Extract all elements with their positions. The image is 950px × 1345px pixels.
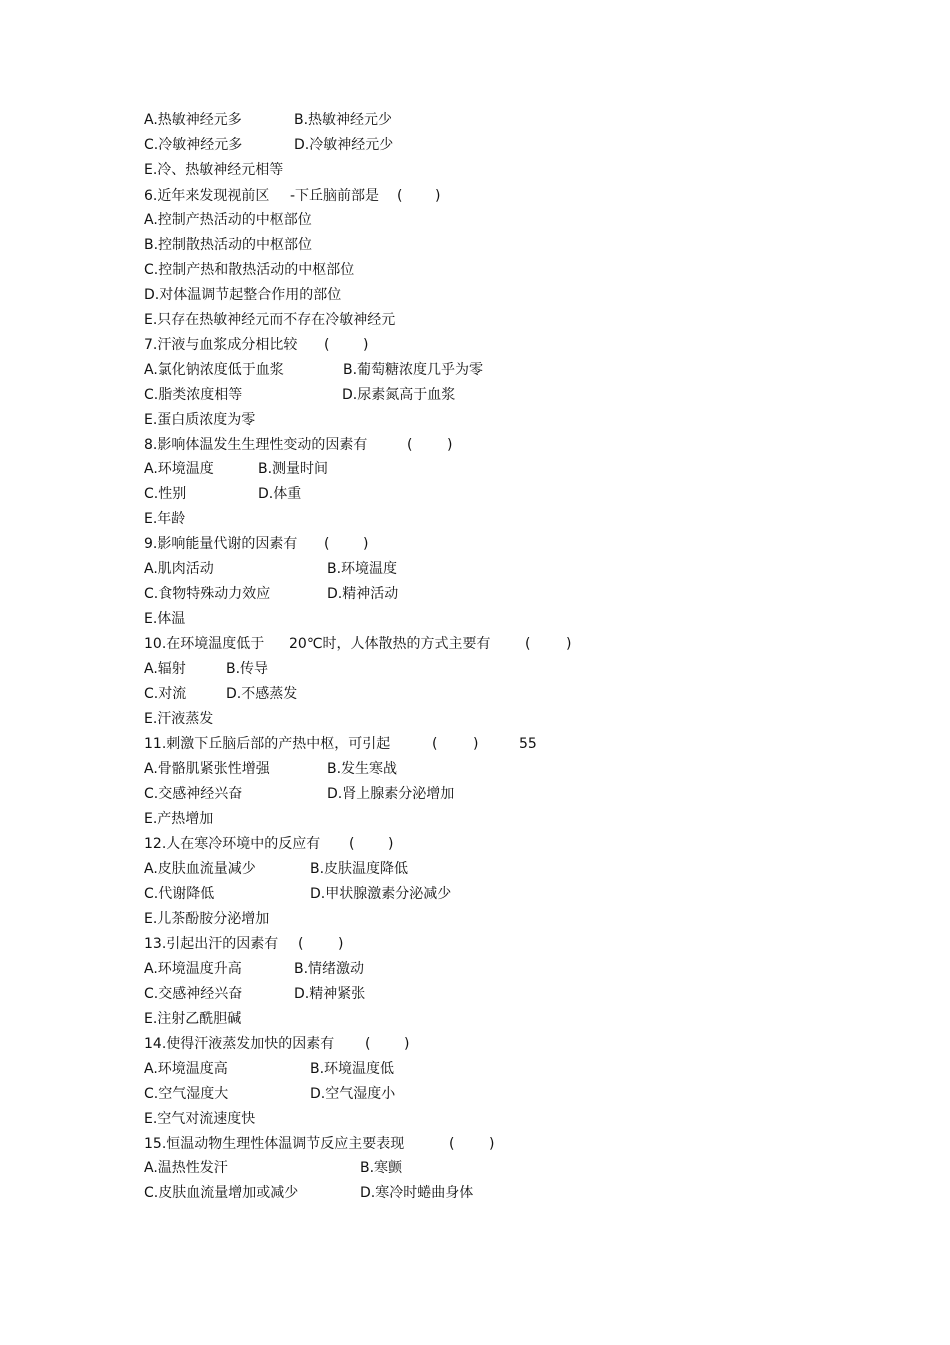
text-line [0,633,950,655]
text-segment: B.情绪激动 [294,961,365,977]
text-segment: D.寒冷时蜷曲身体 [360,1185,474,1201]
text-line [0,683,950,705]
text-segment: ( [407,437,413,453]
text-line [0,1008,950,1030]
text-line [0,883,950,905]
text-segment: D.对体温调节起整合作用的部位 [144,287,342,303]
text-segment: E.儿茶酚胺分泌增加 [144,911,270,927]
text-line [0,1033,950,1055]
text-segment: ) [566,636,572,652]
text-segment: ) [435,188,441,204]
text-segment: A.环境温度 [144,461,214,477]
text-segment: 8.影响体温发生生理性变动的因素有 [144,437,368,453]
text-segment: A.氯化钠浓度低于血浆 [144,362,284,378]
text-line [0,109,950,131]
text-segment: D.空气湿度小 [310,1086,396,1102]
text-segment: E.蛋白质浓度为零 [144,412,256,428]
text-segment: C.交感神经兴奋 [144,986,243,1002]
text-line [0,359,950,381]
text-segment: ) [473,736,479,752]
text-segment: D.体重 [258,486,302,502]
text-line [0,833,950,855]
text-segment: ) [363,337,369,353]
text-segment: E.汗液蒸发 [144,711,214,727]
text-segment: 15.恒温动物生理性体温调节反应主要表现 [144,1136,405,1152]
text-segment: D.精神活动 [327,586,399,602]
text-segment: ( [525,636,531,652]
text-line [0,1133,950,1155]
text-line [0,783,950,805]
text-line [0,658,950,680]
text-line [0,159,950,181]
text-segment: C.空气湿度大 [144,1086,229,1102]
text-segment: B.发生寒战 [327,761,398,777]
text-segment: C.代谢降低 [144,886,215,902]
text-line [0,334,950,356]
text-line [0,558,950,580]
text-line [0,483,950,505]
text-segment: E.体温 [144,611,186,627]
text-line [0,708,950,730]
text-line [0,309,950,331]
text-segment: C.交感神经兴奋 [144,786,243,802]
text-segment: 13.引起出汗的因素有 [144,936,279,952]
text-segment: 12.人在寒冷环境中的反应有 [144,836,321,852]
text-segment: ) [338,936,344,952]
text-segment: B.葡萄糖浓度几乎为零 [343,362,484,378]
text-line [0,234,950,256]
text-segment: 14.使得汗液蒸发加快的因素有 [144,1036,335,1052]
text-line [0,409,950,431]
text-segment: C.食物特殊动力效应 [144,586,271,602]
text-line [0,758,950,780]
text-line [0,583,950,605]
text-line [0,933,950,955]
text-segment: D.甲状腺激素分泌减少 [310,886,452,902]
text-segment: A.肌肉活动 [144,561,214,577]
text-line [0,958,950,980]
text-segment: B.控制散热活动的中枢部位 [144,237,313,253]
text-line [0,1182,950,1204]
text-segment: C.对流 [144,686,187,702]
text-segment: B.环境温度 [327,561,398,577]
text-line [0,209,950,231]
text-segment: -下丘脑前部是 [290,188,380,204]
text-segment: E.产热增加 [144,811,214,827]
text-segment: E.年龄 [144,511,186,527]
text-segment: 10.在环境温度低于 [144,636,265,652]
text-segment: ( [432,736,438,752]
text-segment: C.性别 [144,486,187,502]
text-line [0,458,950,480]
text-segment: 11.刺激下丘脑后部的产热中枢，可引起 [144,736,391,752]
text-segment: A.控制产热活动的中枢部位 [144,212,312,228]
text-segment: C.皮肤血流量增加或减少 [144,1185,299,1201]
text-segment: A.骨骼肌紧张性增强 [144,761,270,777]
text-segment: ( [324,337,330,353]
text-segment: ( [298,936,304,952]
text-line [0,908,950,930]
text-segment: C.控制产热和散热活动的中枢部位 [144,262,355,278]
text-segment: D.精神紧张 [294,986,366,1002]
text-segment: ( [365,1036,371,1052]
text-segment: ) [404,1036,410,1052]
text-segment: A.皮肤血流量减少 [144,861,256,877]
text-segment: ) [388,836,394,852]
text-segment: ( [449,1136,455,1152]
text-line [0,858,950,880]
text-line [0,608,950,630]
text-segment: 6.近年来发现视前区 [144,188,270,204]
text-segment: C.脂类浓度相等 [144,387,243,403]
text-segment: E.空气对流速度快 [144,1111,256,1127]
text-segment: B.测量时间 [258,461,329,477]
text-line [0,434,950,456]
text-segment: E.只存在热敏神经元而不存在冷敏神经元 [144,312,396,328]
text-segment: 20℃时，人体散热的方式主要有 [289,636,491,652]
text-line [0,1108,950,1130]
text-line [0,983,950,1005]
text-segment: 7.汗液与血浆成分相比较 [144,337,298,353]
text-line [0,384,950,406]
text-segment: ) [363,536,369,552]
text-segment: A.环境温度高 [144,1061,228,1077]
text-segment: D.冷敏神经元少 [294,137,394,153]
text-segment: D.肾上腺素分泌增加 [327,786,455,802]
text-line [0,185,950,207]
text-segment: D.尿素氮高于血浆 [342,387,456,403]
text-segment: E.冷、热敏神经元相等 [144,162,284,178]
text-line [0,284,950,306]
text-line [0,134,950,156]
text-segment: ( [349,836,355,852]
text-segment: A.热敏神经元多 [144,112,242,128]
text-segment: ( [397,188,403,204]
text-segment: A.环境温度升高 [144,961,242,977]
text-line [0,733,950,755]
text-segment: ) [447,437,453,453]
text-segment: 55 [519,736,537,752]
text-segment: ) [489,1136,495,1152]
text-segment: B.寒颤 [360,1160,403,1176]
text-segment: D.不感蒸发 [226,686,298,702]
text-line [0,1083,950,1105]
text-segment: C.冷敏神经元多 [144,137,243,153]
text-segment: A.温热性发汗 [144,1160,228,1176]
text-line [0,508,950,530]
text-line [0,1157,950,1179]
text-segment: A.辐射 [144,661,186,677]
text-segment: B.传导 [226,661,269,677]
text-segment: E.注射乙酰胆碱 [144,1011,242,1027]
text-line [0,259,950,281]
text-line [0,1058,950,1080]
text-segment: 9.影响能量代谢的因素有 [144,536,298,552]
text-segment: B.热敏神经元少 [294,112,393,128]
text-segment: ( [324,536,330,552]
text-segment: B.环境温度低 [310,1061,395,1077]
text-line [0,533,950,555]
text-segment: B.皮肤温度降低 [310,861,409,877]
text-line [0,808,950,830]
